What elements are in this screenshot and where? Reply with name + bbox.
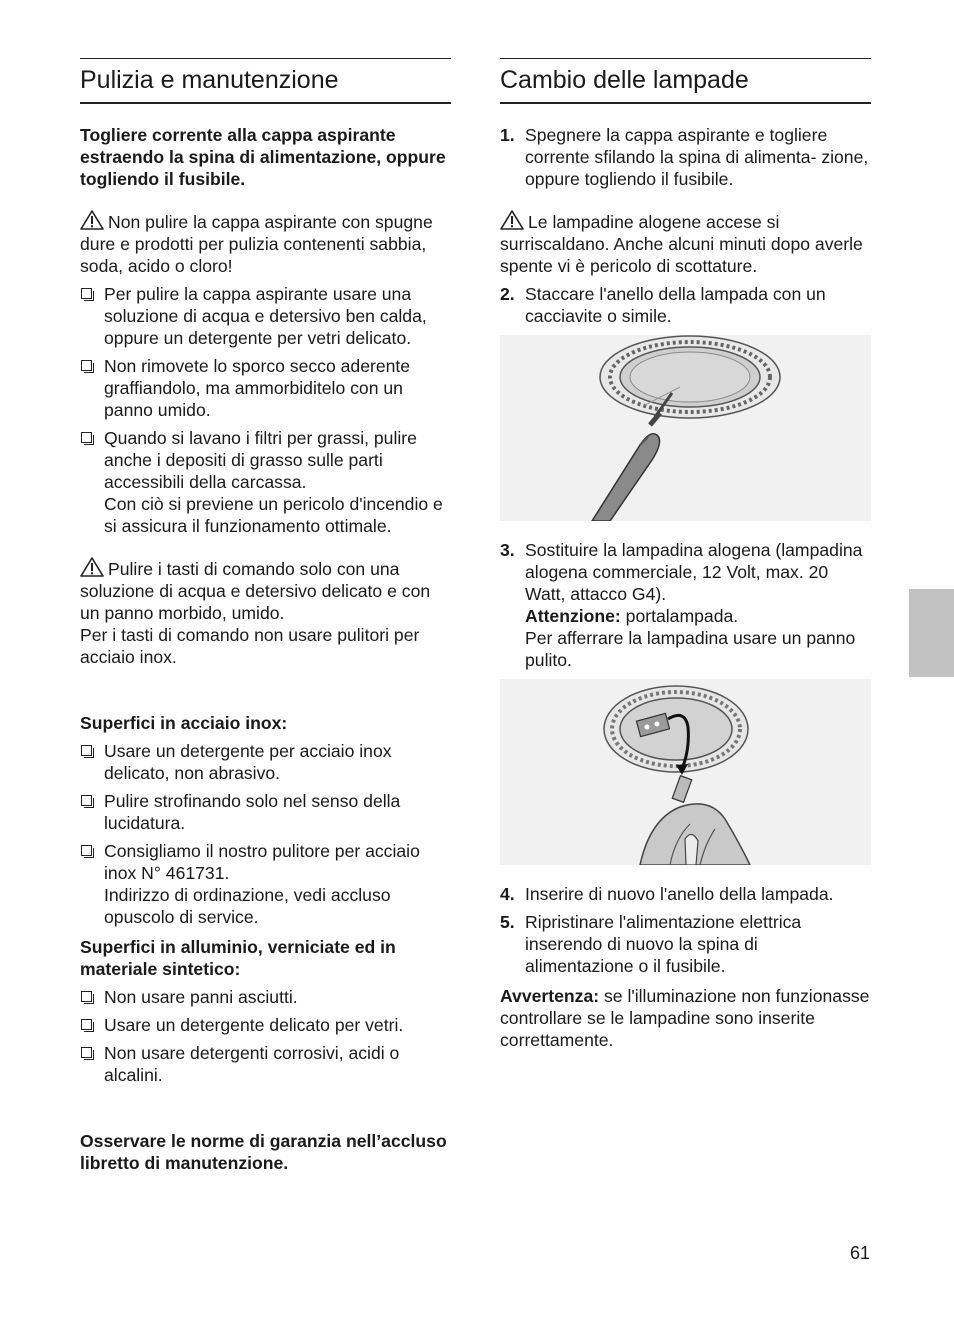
list-item [80,986,451,1008]
attention-label: Attenzione: [525,606,621,626]
list-item-text: Usare un detergente per acciaio inox delicato, non abrasivo. [104,741,392,783]
steps-list-1 [500,124,871,190]
list-item-extra: Con ciò si previene un pericolo d'incendio e si assicura il funzionamento ottimale. [104,494,443,536]
warning-extra: Per i tasti di comando non usare pulitori per acciaio inox. [80,625,420,667]
page-number: 61 [850,1243,871,1263]
list-item [80,840,451,928]
warning-paragraph [80,557,451,668]
warning-text: Pulire i tasti di comando solo con una soluzione di acqua e detersivo delicato e con un panno morbido, umido. [80,559,431,623]
intro-text: Togliere corrente alla cappa aspirante estraendo la spina di alimentazione, oppure togliendo il fusibile. [80,125,446,189]
list-item-text: Non usare detergenti corrosivi, acidi o alcalini. [104,1043,400,1085]
list-item [80,355,451,421]
steps-list-3 [500,539,871,671]
warning-text: Le lampadine alogene accese si surriscaldano. Anche alcuni minuti dopo averle spente vi è pericolo di scottature. [500,212,863,276]
warning-icon [80,210,104,230]
checkbox-icon [81,432,92,443]
aluminium-heading: Superfici in alluminio, verniciate ed in materiale sintetico: [80,937,396,979]
section-title-lamps: Cambio delle lampade [500,58,871,104]
checkbox-icon [81,1047,92,1058]
list-item-text: Quando si lavano i filtri per grassi, pulire anche i depositi di grasso sulle parti accessibili della carcassa. [104,428,417,492]
illustration-replace-bulb [500,679,871,865]
step-extra: Per afferrare la lampadina usare un panno pulito. [525,628,856,670]
left-column [80,58,451,1174]
step-text: Staccare l'anello della lampada con un cacciavite o simile. [525,284,826,326]
note-paragraph [500,985,871,1051]
warning-paragraph [80,210,451,277]
section-title-cleaning: Pulizia e manutenzione [80,58,451,104]
checkbox-icon [81,991,92,1002]
checkbox-icon [81,1019,92,1030]
inox-heading: Superfici in acciaio inox: [80,713,288,733]
list-item-text: Consigliamo il nostro pulitore per acciaio inox N° 461731. [104,841,420,883]
step-text: Ripristinare l'alimentazione elettrica inserendo di nuovo la spina di alimentazione o il fusibile. [525,912,802,976]
list-item [80,1042,451,1086]
warning-icon [500,210,524,230]
step-item [500,124,871,190]
list-item [80,1014,451,1036]
checkbox-icon [81,745,92,756]
checkbox-icon [81,288,92,299]
step-number: 5. [500,912,515,932]
list-item [80,790,451,834]
step-text: Sostituire la lampadina alogena (lampadina alogena commerciale, 12 Volt, max. 20 Watt, attacco G4). [525,540,863,604]
step-number: 1. [500,125,515,145]
list-item [80,427,451,537]
list-item-text: Non rimovete lo sporco secco aderente graffiandolo, ma ammorbiditelo con un panno umido. [104,356,411,420]
step-item [500,911,871,977]
checkbox-icon [81,845,92,856]
step-number: 2. [500,284,515,304]
warning-text: Non pulire la cappa aspirante con spugne dure e prodotti per pulizia contenenti sabbia, soda, acido o cloro! [80,212,433,276]
right-column [500,58,871,1051]
list-item-text: Usare un detergente delicato per vetri. [104,1015,404,1035]
list-item-text: Pulire strofinando solo nel senso della lucidatura. [104,791,401,833]
step-number: 3. [500,540,515,560]
warning-icon [80,557,104,577]
list-item [80,283,451,349]
list-item-text: Non usare panni asciutti. [104,987,298,1007]
list-item-text: Per pulire la cappa aspirante usare una soluzione di acqua e detersivo ben calda, oppure un detergente per vetri delicato. [104,284,427,348]
steps-list-2 [500,283,871,327]
steps-list-4 [500,883,871,977]
illustration-remove-ring [500,335,871,521]
step-number: 4. [500,884,515,904]
note-text: se l'illuminazione non funzionasse controllare se le lampadine sono inserite correttamente. [500,986,870,1050]
bulb-replacement-illustration [500,679,871,865]
step-text: Inserire di nuovo l'anello della lampada. [525,884,834,904]
warning-paragraph [500,210,871,277]
chapter-tab [909,589,954,677]
inox-list [80,740,451,928]
list-item-extra: Indirizzo di ordinazione, vedi accluso opuscolo di service. [104,885,391,927]
list-item [80,740,451,784]
attention-text: portalampada. [620,606,739,626]
note-label: Avvertenza: [500,986,600,1006]
screwdriver-ring-illustration [500,335,871,521]
checkbox-icon [81,795,92,806]
warranty-note: Osservare le norme di garanzia nell’accluso libretto di manutenzione. [80,1131,447,1173]
step-item [500,283,871,327]
step-text: Spegnere la cappa aspirante e togliere corrente sfilando la spina di alimenta- zione, oppure togliendo il fusibile. [525,125,869,189]
aluminium-list [80,986,451,1086]
step-item [500,883,871,905]
checkbox-icon [81,360,92,371]
cleaning-list [80,283,451,537]
step-item [500,539,871,671]
